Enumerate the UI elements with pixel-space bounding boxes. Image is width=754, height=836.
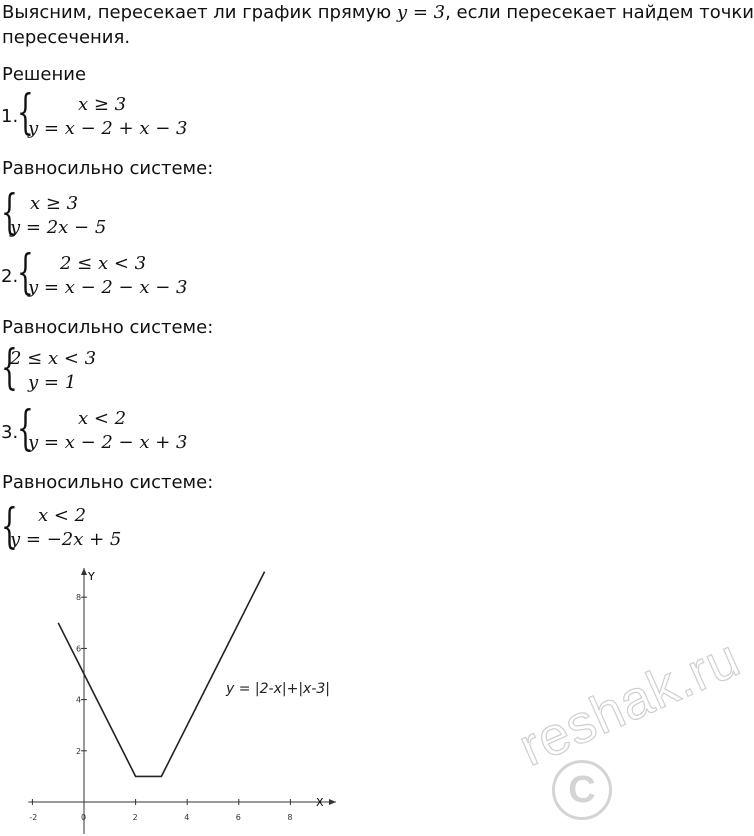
y-axis-label: Y (88, 570, 95, 583)
case-2-brace: { (17, 244, 34, 300)
system-2-condition: 2 ≤ x < 3 (10, 348, 97, 369)
x-tick-label: 2 (132, 813, 138, 822)
function-line (58, 572, 264, 777)
case-3-brace: { (17, 400, 34, 456)
case-1-condition: x ≥ 3 (78, 94, 127, 115)
intro-text-end: , если пересекает найдем точки (445, 2, 754, 23)
system-3-condition: x < 2 (38, 505, 87, 526)
graph-axes (28, 568, 336, 834)
system-1-equation: y = 2x − 5 (10, 217, 107, 238)
case-3-condition: x < 2 (78, 408, 127, 429)
x-tick-label: 0 (81, 813, 87, 822)
y-tick-label: 2 (76, 746, 82, 756)
system-1-brace: { (1, 184, 18, 240)
x-tick-label: 4 (184, 813, 190, 822)
case-1-brace: { (17, 84, 34, 140)
intro-text: Выясним, пересекает ли график прямую (2, 2, 397, 23)
case-2-condition: 2 ≤ x < 3 (60, 253, 147, 274)
equivalent-label-3: Равносильно системе: (2, 472, 214, 493)
solution-title: Решение (2, 64, 87, 85)
case-2-number: 2. (1, 266, 19, 287)
system-2-brace: { (1, 339, 18, 395)
system-1-condition: x ≥ 3 (30, 193, 79, 214)
x-axis-arrow (329, 799, 336, 805)
intro-math: y = 3 (396, 2, 446, 23)
graph-ticks (29, 593, 292, 822)
watermark-text: reshak.ru (510, 627, 749, 778)
x-axis-label: X (316, 796, 324, 809)
intro-line-1 (2, 0, 754, 25)
graph-plot (58, 572, 264, 777)
case-1-number: 1. (1, 106, 19, 127)
equivalent-label-2: Равносильно системе: (2, 317, 214, 338)
system-3-equation: y = −2x + 5 (10, 529, 122, 550)
case-1-equation: y = x − 2 + x − 3 (28, 118, 188, 139)
y-tick-label: 4 (76, 695, 82, 705)
y-axis-arrow (81, 568, 87, 575)
equivalent-label-1: Равносильно системе: (2, 158, 214, 179)
x-tick-label: -2 (29, 813, 38, 822)
case-2-equation: y = x − 2 − x − 3 (28, 277, 188, 298)
system-2-equation: y = 1 (28, 372, 77, 393)
intro-line-2: пересечения. (2, 27, 131, 48)
copyright-icon: C (552, 760, 612, 820)
system-3-brace: { (1, 498, 18, 554)
y-tick-label: 6 (76, 644, 82, 654)
case-3-number: 3. (1, 422, 19, 443)
x-tick-label: 6 (235, 813, 241, 822)
x-tick-label: 8 (287, 813, 293, 822)
y-tick-label: 8 (76, 593, 82, 603)
function-annotation: y = |2-x|+|x-3| (226, 681, 331, 697)
case-3-equation: y = x − 2 − x + 3 (28, 432, 188, 453)
